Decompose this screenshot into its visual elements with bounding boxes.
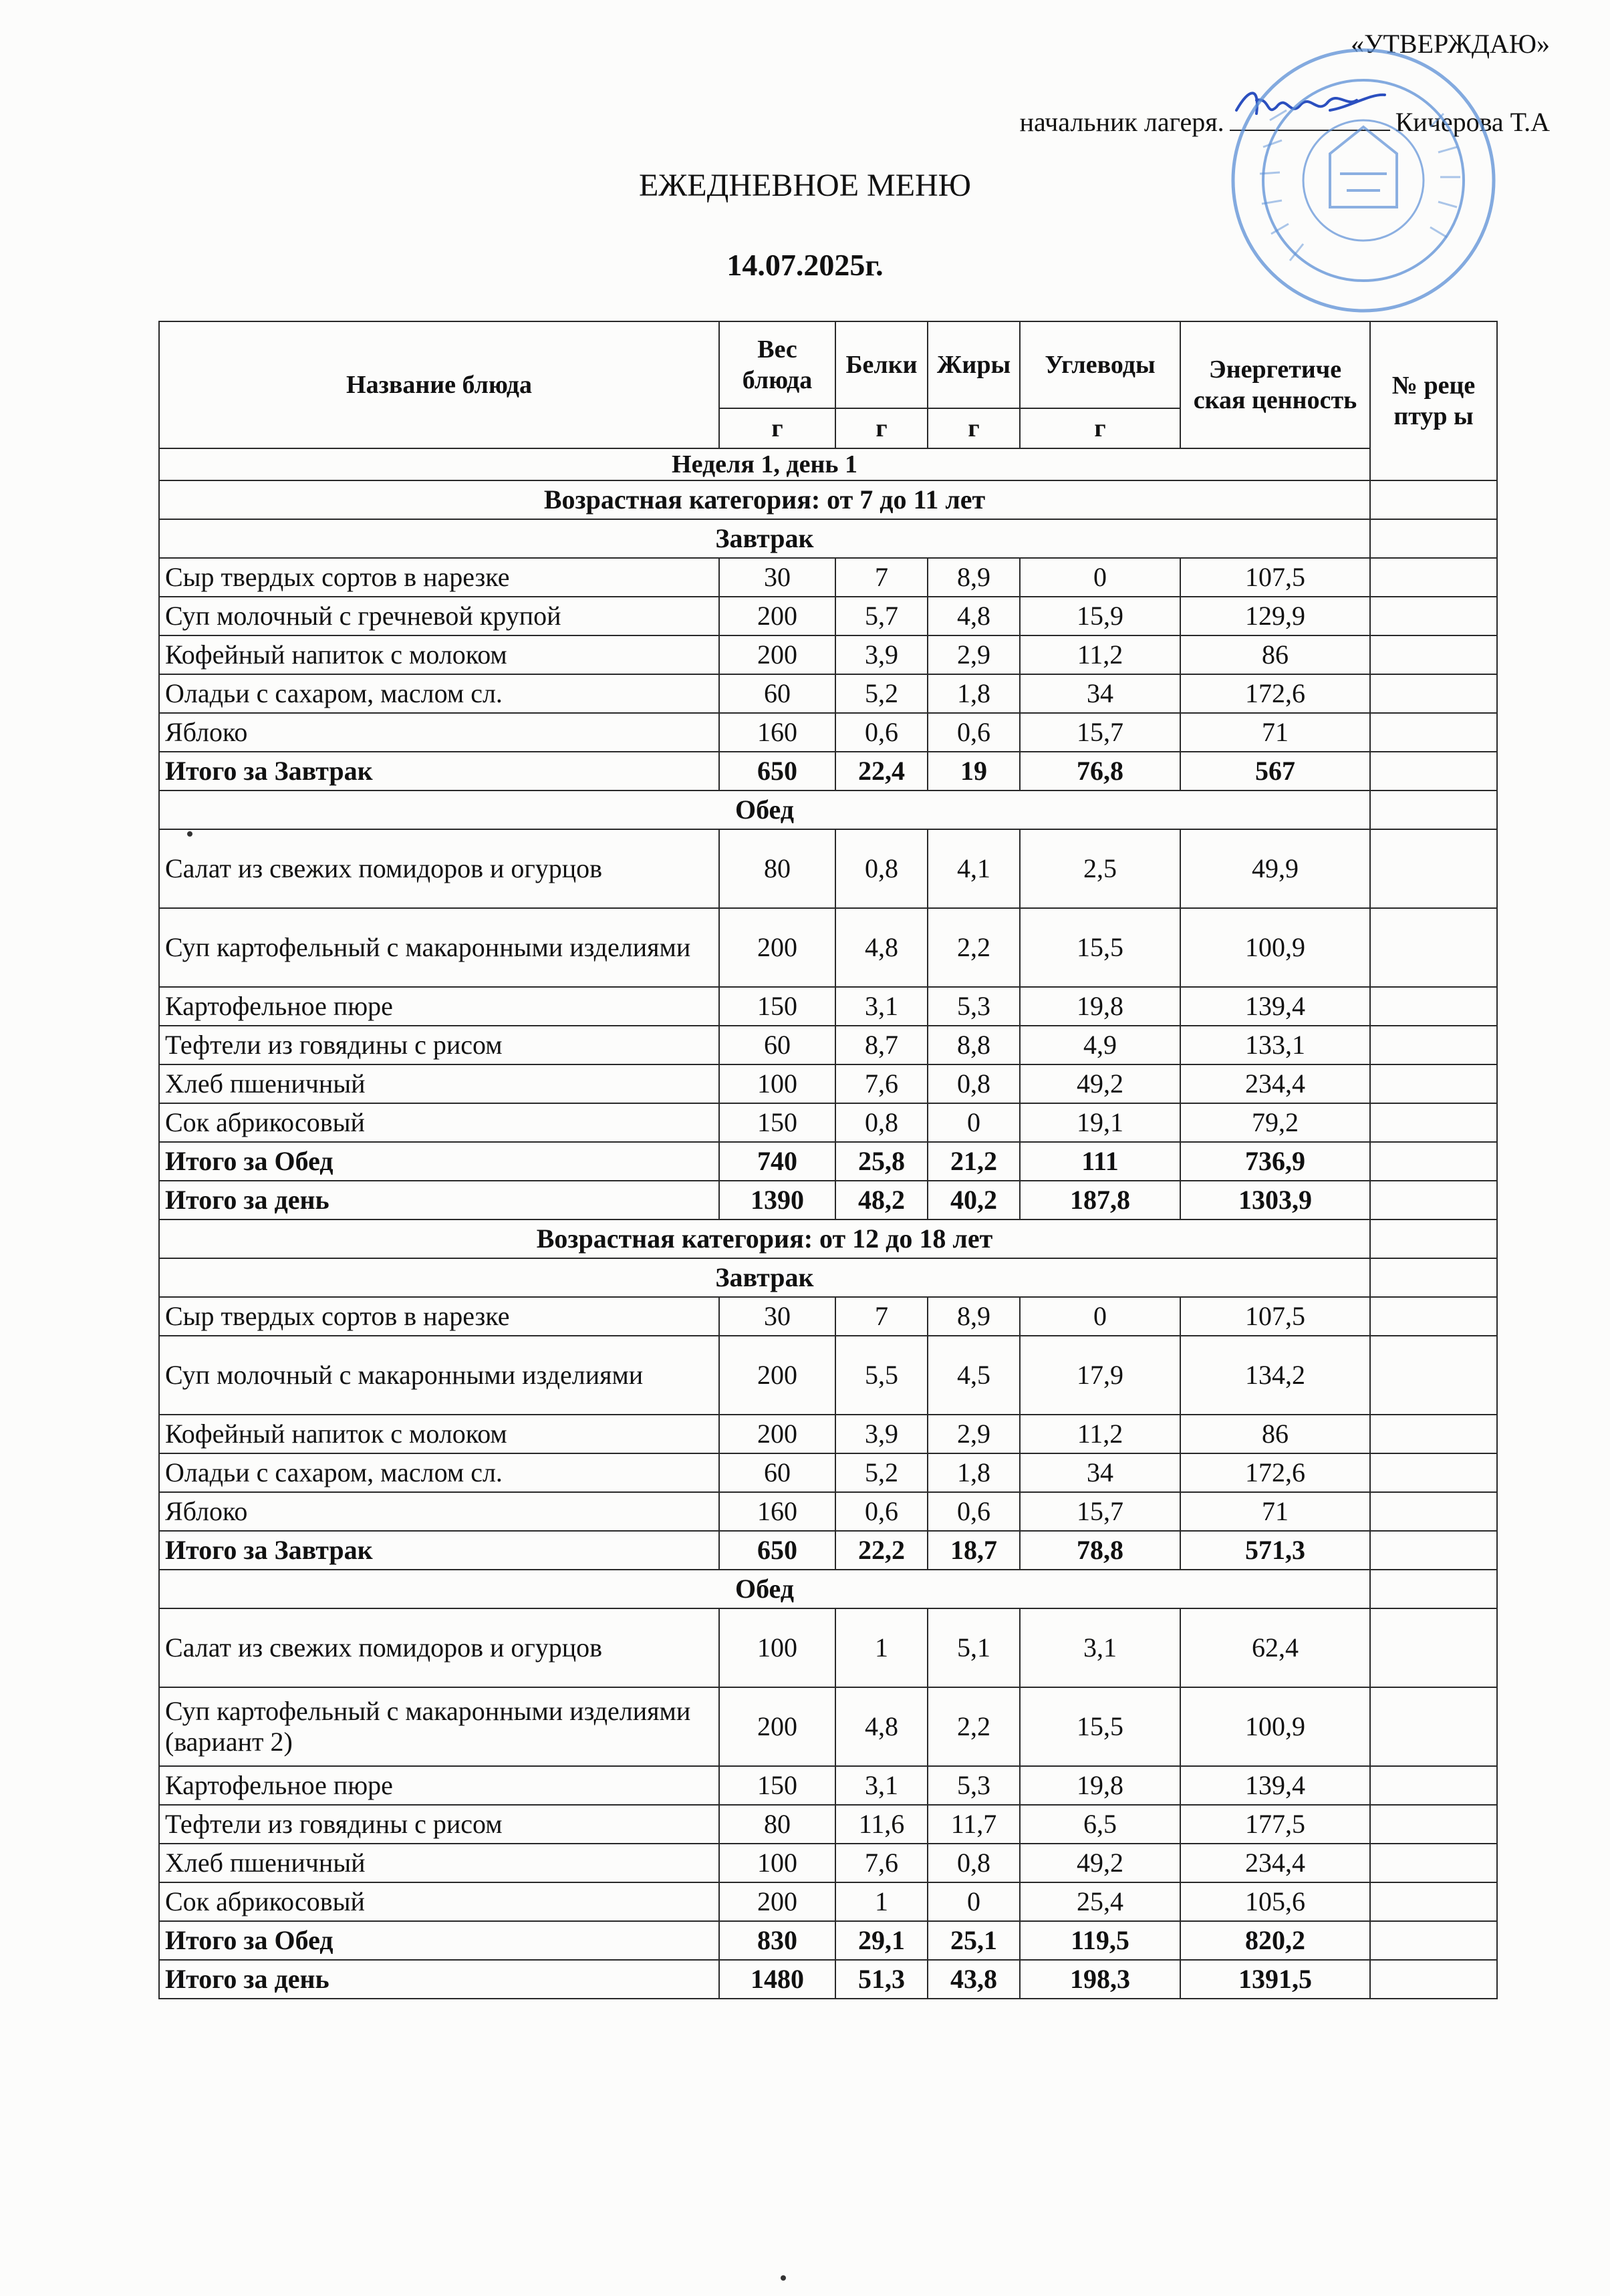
recipe-cell [1370, 1960, 1497, 1999]
energy-cell: 139,4 [1180, 987, 1370, 1026]
recipe-cell [1370, 713, 1497, 752]
energy-cell: 1303,9 [1180, 1181, 1370, 1219]
carbs-cell: 19,8 [1020, 987, 1180, 1026]
energy-cell: 62,4 [1180, 1608, 1370, 1687]
fat-cell: 2,2 [928, 908, 1020, 987]
approval-heading: «УТВЕРЖДАЮ» [1351, 29, 1550, 59]
recipe-cell [1370, 1570, 1497, 1608]
table-body [159, 480, 1497, 1999]
table-header [159, 321, 1497, 480]
table-row [159, 1336, 1497, 1415]
weight-cell: 650 [719, 752, 835, 791]
fat-cell: 0,8 [928, 1844, 1020, 1882]
recipe-cell [1370, 791, 1497, 829]
weight-cell: 200 [719, 908, 835, 987]
dish-name-cell: Суп молочный с макаронными изделиями [159, 1336, 719, 1415]
fat-cell: 4,8 [928, 597, 1020, 635]
fat-cell: 5,1 [928, 1608, 1020, 1687]
dish-name-cell: Яблоко [159, 713, 719, 752]
fat-cell: 5,3 [928, 1766, 1020, 1805]
energy-cell: 107,5 [1180, 558, 1370, 597]
protein-cell: 11,6 [835, 1805, 928, 1844]
col-fat-header: Жиры [928, 321, 1020, 408]
recipe-cell [1370, 558, 1497, 597]
carbs-cell: 4,9 [1020, 1026, 1180, 1064]
table-row [159, 1026, 1497, 1064]
col-name-header: Название блюда [159, 321, 719, 448]
meal-heading-row-label: Обед [159, 1570, 1370, 1608]
table-row [159, 1297, 1497, 1336]
fat-cell: 0 [928, 1882, 1020, 1921]
dish-name-cell: Итого за Завтрак [159, 1531, 719, 1570]
dish-name-cell: Сок абрикосовый [159, 1103, 719, 1142]
table-row [159, 1415, 1497, 1453]
age-category-row [159, 1219, 1497, 1258]
energy-cell: 134,2 [1180, 1336, 1370, 1415]
carbs-cell: 2,5 [1020, 829, 1180, 908]
carbs-cell: 198,3 [1020, 1960, 1180, 1999]
dish-name-cell: Салат из свежих помидоров и огурцов [159, 829, 719, 908]
meal-total-row [159, 1921, 1497, 1960]
energy-cell: 139,4 [1180, 1766, 1370, 1805]
carbs-cell: 6,5 [1020, 1805, 1180, 1844]
protein-cell: 48,2 [835, 1181, 928, 1219]
dish-name-cell: Оладьи с сахаром, маслом сл. [159, 674, 719, 713]
dish-name-cell: Кофейный напиток с молоком [159, 1415, 719, 1453]
dish-name-cell: Суп молочный с гречневой крупой [159, 597, 719, 635]
carbs-cell: 0 [1020, 558, 1180, 597]
weight-cell: 1480 [719, 1960, 835, 1999]
carbs-cell: 0 [1020, 1297, 1180, 1336]
weight-cell: 160 [719, 1492, 835, 1531]
table-row [159, 1608, 1497, 1687]
dish-name-cell: Итого за день [159, 1181, 719, 1219]
table-row [159, 1064, 1497, 1103]
energy-cell: 86 [1180, 1415, 1370, 1453]
meal-heading-row-label: Завтрак [159, 519, 1370, 558]
col-recipe-header: № реце птур ы [1370, 321, 1497, 480]
protein-cell: 7,6 [835, 1844, 928, 1882]
fat-cell: 0,6 [928, 1492, 1020, 1531]
protein-cell: 22,4 [835, 752, 928, 791]
day-total-row [159, 1960, 1497, 1999]
table-row [159, 597, 1497, 635]
table-row [159, 558, 1497, 597]
protein-cell: 0,6 [835, 1492, 928, 1531]
col-protein-header: Белки [835, 321, 928, 408]
energy-cell: 71 [1180, 713, 1370, 752]
weight-cell: 100 [719, 1608, 835, 1687]
table-row [159, 829, 1497, 908]
energy-cell: 49,9 [1180, 829, 1370, 908]
recipe-cell [1370, 752, 1497, 791]
fat-cell: 21,2 [928, 1142, 1020, 1181]
table-row [159, 674, 1497, 713]
carbs-cell: 17,9 [1020, 1336, 1180, 1415]
protein-cell: 4,8 [835, 908, 928, 987]
fat-cell: 4,5 [928, 1336, 1020, 1415]
carbs-cell: 119,5 [1020, 1921, 1180, 1960]
fat-cell: 0 [928, 1103, 1020, 1142]
recipe-cell [1370, 1181, 1497, 1219]
table-row [159, 1882, 1497, 1921]
dish-name-cell: Сыр твердых сортов в нарезке [159, 558, 719, 597]
energy-cell: 1391,5 [1180, 1960, 1370, 1999]
weight-cell: 80 [719, 1805, 835, 1844]
weight-cell: 200 [719, 1687, 835, 1766]
carbs-cell: 34 [1020, 1453, 1180, 1492]
signer-name: Кичерова Т.А [1395, 107, 1550, 137]
recipe-cell [1370, 1453, 1497, 1492]
protein-cell: 1 [835, 1608, 928, 1687]
table-row [159, 1453, 1497, 1492]
fat-cell: 8,9 [928, 558, 1020, 597]
protein-cell: 3,1 [835, 1766, 928, 1805]
recipe-cell [1370, 480, 1497, 519]
recipe-cell [1370, 1882, 1497, 1921]
recipe-cell [1370, 1766, 1497, 1805]
unit-carbs: г [1020, 408, 1180, 448]
carbs-cell: 11,2 [1020, 635, 1180, 674]
recipe-cell [1370, 1844, 1497, 1882]
weight-cell: 150 [719, 987, 835, 1026]
carbs-cell: 19,8 [1020, 1766, 1180, 1805]
dish-name-cell: Итого за Обед [159, 1142, 719, 1181]
fat-cell: 2,2 [928, 1687, 1020, 1766]
weight-cell: 740 [719, 1142, 835, 1181]
energy-cell: 234,4 [1180, 1064, 1370, 1103]
weight-cell: 650 [719, 1531, 835, 1570]
fat-cell: 0,8 [928, 1064, 1020, 1103]
carbs-cell: 34 [1020, 674, 1180, 713]
protein-cell: 51,3 [835, 1960, 928, 1999]
weight-cell: 200 [719, 1336, 835, 1415]
protein-cell: 29,1 [835, 1921, 928, 1960]
weight-cell: 30 [719, 1297, 835, 1336]
energy-cell: 86 [1180, 635, 1370, 674]
recipe-cell [1370, 1026, 1497, 1064]
day-total-row [159, 1181, 1497, 1219]
table-row [159, 1687, 1497, 1766]
recipe-cell [1370, 1805, 1497, 1844]
weight-cell: 200 [719, 1415, 835, 1453]
protein-cell: 22,2 [835, 1531, 928, 1570]
energy-cell: 172,6 [1180, 1453, 1370, 1492]
energy-cell: 234,4 [1180, 1844, 1370, 1882]
weight-cell: 60 [719, 1026, 835, 1064]
weight-cell: 150 [719, 1766, 835, 1805]
recipe-cell [1370, 829, 1497, 908]
age-category-row-label: Возрастная категория: от 7 до 11 лет [159, 480, 1370, 519]
dish-name-cell: Суп картофельный с макаронными изделиями (вариант 2) [159, 1687, 719, 1766]
dish-name-cell: Тефтели из говядины с рисом [159, 1026, 719, 1064]
energy-cell: 105,6 [1180, 1882, 1370, 1921]
table-row [159, 1492, 1497, 1531]
fat-cell: 2,9 [928, 635, 1020, 674]
ink-dot [781, 2275, 786, 2281]
weight-cell: 60 [719, 674, 835, 713]
unit-fat: г [928, 408, 1020, 448]
fat-cell: 2,9 [928, 1415, 1020, 1453]
weight-cell: 100 [719, 1844, 835, 1882]
dish-name-cell: Тефтели из говядины с рисом [159, 1805, 719, 1844]
table-row [159, 1805, 1497, 1844]
energy-cell: 736,9 [1180, 1142, 1370, 1181]
carbs-cell: 11,2 [1020, 1415, 1180, 1453]
dish-name-cell: Салат из свежих помидоров и огурцов [159, 1608, 719, 1687]
protein-cell: 5,2 [835, 1453, 928, 1492]
energy-cell: 567 [1180, 752, 1370, 791]
meal-heading-row [159, 1570, 1497, 1608]
meal-total-row [159, 1142, 1497, 1181]
table-row [159, 713, 1497, 752]
table-row [159, 1844, 1497, 1882]
weight-cell: 200 [719, 597, 835, 635]
recipe-cell [1370, 1608, 1497, 1687]
weight-cell: 200 [719, 635, 835, 674]
carbs-cell: 19,1 [1020, 1103, 1180, 1142]
protein-cell: 7 [835, 1297, 928, 1336]
protein-cell: 8,7 [835, 1026, 928, 1064]
meal-heading-row-label: Обед [159, 791, 1370, 829]
fat-cell: 0,6 [928, 713, 1020, 752]
fat-cell: 18,7 [928, 1531, 1020, 1570]
menu-date: 14.07.2025г. [726, 248, 884, 282]
carbs-cell: 15,5 [1020, 1687, 1180, 1766]
meal-heading-row [159, 519, 1497, 558]
meal-heading-row [159, 791, 1497, 829]
carbs-cell: 111 [1020, 1142, 1180, 1181]
carbs-cell: 49,2 [1020, 1064, 1180, 1103]
energy-cell: 571,3 [1180, 1531, 1370, 1570]
table-row [159, 1766, 1497, 1805]
energy-cell: 820,2 [1180, 1921, 1370, 1960]
weight-cell: 80 [719, 829, 835, 908]
meal-total-row [159, 752, 1497, 791]
weight-cell: 60 [719, 1453, 835, 1492]
protein-cell: 5,2 [835, 674, 928, 713]
protein-cell: 3,1 [835, 987, 928, 1026]
protein-cell: 0,8 [835, 1103, 928, 1142]
recipe-cell [1370, 1687, 1497, 1766]
recipe-cell [1370, 1921, 1497, 1960]
meal-total-row [159, 1531, 1497, 1570]
dish-name-cell: Суп картофельный с макаронными изделиями [159, 908, 719, 987]
recipe-cell [1370, 1297, 1497, 1336]
dish-name-cell: Итого за день [159, 1960, 719, 1999]
weight-cell: 200 [719, 1882, 835, 1921]
position-label: начальник лагеря. [1019, 107, 1224, 137]
carbs-cell: 15,7 [1020, 713, 1180, 752]
energy-cell: 79,2 [1180, 1103, 1370, 1142]
fat-cell: 5,3 [928, 987, 1020, 1026]
fat-cell: 1,8 [928, 1453, 1020, 1492]
recipe-cell [1370, 1492, 1497, 1531]
recipe-cell [1370, 908, 1497, 987]
fat-cell: 40,2 [928, 1181, 1020, 1219]
dish-name-cell: Хлеб пшеничный [159, 1844, 719, 1882]
protein-cell: 3,9 [835, 635, 928, 674]
energy-cell: 177,5 [1180, 1805, 1370, 1844]
energy-cell: 129,9 [1180, 597, 1370, 635]
ink-dot [187, 831, 192, 837]
energy-cell: 133,1 [1180, 1026, 1370, 1064]
carbs-cell: 3,1 [1020, 1608, 1180, 1687]
energy-cell: 100,9 [1180, 1687, 1370, 1766]
recipe-cell [1370, 519, 1497, 558]
meal-heading-row [159, 1258, 1497, 1297]
week-day-label: Неделя 1, день 1 [159, 448, 1370, 480]
recipe-cell [1370, 597, 1497, 635]
recipe-cell [1370, 1219, 1497, 1258]
recipe-cell [1370, 1103, 1497, 1142]
col-weight-header: Вес блюда [719, 321, 835, 408]
recipe-cell [1370, 635, 1497, 674]
carbs-cell: 15,7 [1020, 1492, 1180, 1531]
protein-cell: 25,8 [835, 1142, 928, 1181]
meal-heading-row-label: Завтрак [159, 1258, 1370, 1297]
unit-weight: г [719, 408, 835, 448]
col-carbs-header: Углеводы [1020, 321, 1180, 408]
energy-cell: 107,5 [1180, 1297, 1370, 1336]
recipe-cell [1370, 1336, 1497, 1415]
protein-cell: 3,9 [835, 1415, 928, 1453]
dish-name-cell: Картофельное пюре [159, 1766, 719, 1805]
protein-cell: 4,8 [835, 1687, 928, 1766]
weight-cell: 1390 [719, 1181, 835, 1219]
dish-name-cell: Итого за Обед [159, 1921, 719, 1960]
dish-name-cell: Итого за Завтрак [159, 752, 719, 791]
age-category-row [159, 480, 1497, 519]
recipe-cell [1370, 1258, 1497, 1297]
protein-cell: 1 [835, 1882, 928, 1921]
table-row [159, 908, 1497, 987]
menu-table [158, 321, 1498, 1999]
fat-cell: 4,1 [928, 829, 1020, 908]
weight-cell: 160 [719, 713, 835, 752]
carbs-cell: 187,8 [1020, 1181, 1180, 1219]
protein-cell: 5,5 [835, 1336, 928, 1415]
carbs-cell: 15,9 [1020, 597, 1180, 635]
fat-cell: 11,7 [928, 1805, 1020, 1844]
energy-cell: 100,9 [1180, 908, 1370, 987]
page-title: ЕЖЕДНЕВНОЕ МЕНЮ [638, 168, 972, 203]
fat-cell: 8,9 [928, 1297, 1020, 1336]
dish-name-cell: Яблоко [159, 1492, 719, 1531]
recipe-cell [1370, 1142, 1497, 1181]
fat-cell: 43,8 [928, 1960, 1020, 1999]
recipe-cell [1370, 987, 1497, 1026]
recipe-cell [1370, 1064, 1497, 1103]
recipe-cell [1370, 674, 1497, 713]
fat-cell: 25,1 [928, 1921, 1020, 1960]
table-row [159, 1103, 1497, 1142]
protein-cell: 7,6 [835, 1064, 928, 1103]
weight-cell: 30 [719, 558, 835, 597]
carbs-cell: 25,4 [1020, 1882, 1180, 1921]
dish-name-cell: Сыр твердых сортов в нарезке [159, 1297, 719, 1336]
protein-cell: 0,6 [835, 713, 928, 752]
fat-cell: 8,8 [928, 1026, 1020, 1064]
energy-cell: 71 [1180, 1492, 1370, 1531]
carbs-cell: 15,5 [1020, 908, 1180, 987]
table-row [159, 987, 1497, 1026]
carbs-cell: 78,8 [1020, 1531, 1180, 1570]
protein-cell: 5,7 [835, 597, 928, 635]
protein-cell: 7 [835, 558, 928, 597]
recipe-cell [1370, 1415, 1497, 1453]
dish-name-cell: Кофейный напиток с молоком [159, 635, 719, 674]
dish-name-cell: Оладьи с сахаром, маслом сл. [159, 1453, 719, 1492]
dish-name-cell: Картофельное пюре [159, 987, 719, 1026]
fat-cell: 19 [928, 752, 1020, 791]
recipe-cell [1370, 1531, 1497, 1570]
age-category-row-label: Возрастная категория: от 12 до 18 лет [159, 1219, 1370, 1258]
unit-protein: г [835, 408, 928, 448]
protein-cell: 0,8 [835, 829, 928, 908]
dish-name-cell: Хлеб пшеничный [159, 1064, 719, 1103]
carbs-cell: 49,2 [1020, 1844, 1180, 1882]
table-row [159, 635, 1497, 674]
carbs-cell: 76,8 [1020, 752, 1180, 791]
fat-cell: 1,8 [928, 674, 1020, 713]
weight-cell: 100 [719, 1064, 835, 1103]
col-energy-header: Энергетиче ская ценность [1180, 321, 1370, 448]
weight-cell: 830 [719, 1921, 835, 1960]
energy-cell: 172,6 [1180, 674, 1370, 713]
dish-name-cell: Сок абрикосовый [159, 1882, 719, 1921]
weight-cell: 150 [719, 1103, 835, 1142]
